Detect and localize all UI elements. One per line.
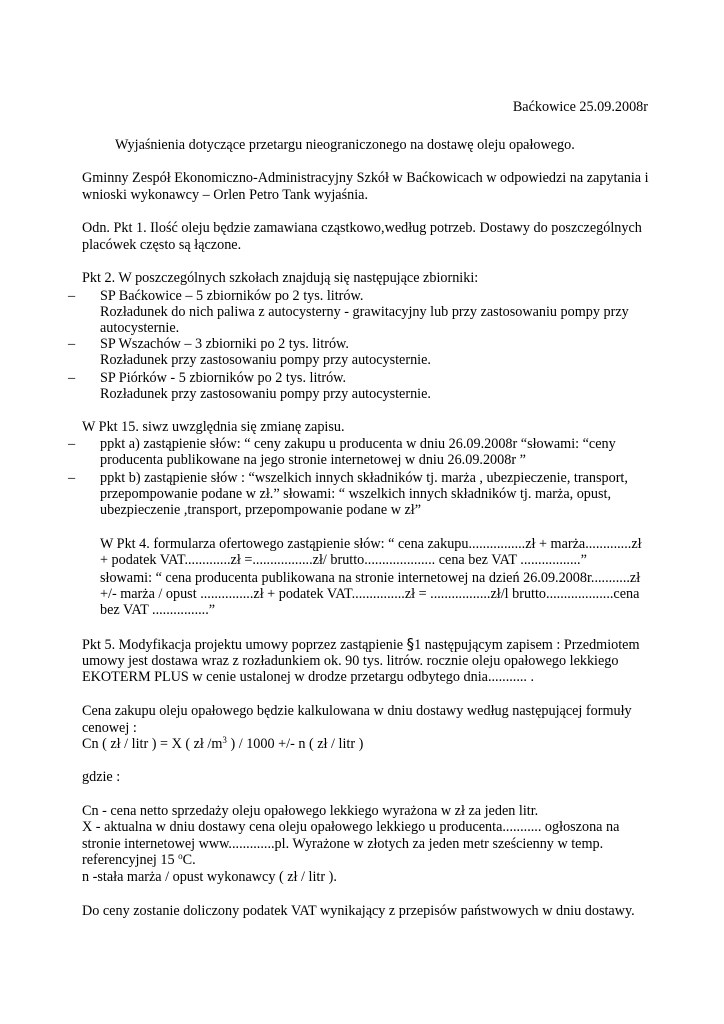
pkt15-item-a-line-1: ppkt a) zastąpienie słów: “ ceny zakupu u producenta w dniu 26.09.2008r “słowami: “ceny	[100, 436, 616, 452]
pkt4-line-3: słowami: “ cena producenta publikowana na stronie internetowej na dzień 26.09.2008r...........zł	[100, 570, 641, 586]
formula-superscript: 3	[222, 735, 227, 745]
pkt5-line-3: EKOTERM PLUS w cenie ustalonej w drodze przetargu odbytego dnia........... .	[82, 669, 535, 685]
def-x-line-1: X - aktualna w dniu dostawy cena oleju opałowego lekkiego u producenta........... ogłoszona na	[82, 819, 620, 835]
cena-line-2: cenowej :	[82, 720, 137, 736]
pkt2-item-1-line-1: SP Baćkowice – 5 zbiorników po 2 tys. litrów.	[100, 288, 364, 304]
list-bullet: –	[68, 336, 76, 352]
cena-line-1: Cena zakupu oleju opałowego będzie kalkulowana w dniu dostawy według następującej formuły	[82, 703, 632, 719]
pkt2-item-1-line-2: Rozładunek do nich paliwa z autocysterny - grawitacyjny lub przy zastosowaniu pompy przy	[100, 304, 629, 320]
def-x-line-2: stronie internetowej www.............pl. Wyrażone w złotych za jeden metr sześcienny w temp.	[82, 836, 604, 852]
pkt4-line-4: +/- marża / opust ...............zł + podatek VAT...............zł = .................zł/l brutto...................cena	[100, 586, 640, 602]
list-bullet: –	[68, 436, 76, 452]
pkt2-heading: Pkt 2. W poszczególnych szkołach znajdują się następujące zbiorniki:	[82, 270, 479, 286]
pkt15-heading: W Pkt 15. siwz uwzględnia się zmianę zapisu.	[82, 419, 345, 435]
pkt5-line-2: umowy jest dostawa wraz z rozładunkiem ok. 90 tys. litrów. rocznie oleju opałowego lekkiego	[82, 653, 619, 669]
document-title: Wyjaśnienia dotyczące przetargu nieograniczonego na dostawę oleju opałowego.	[115, 137, 575, 153]
def-cn: Cn - cena netto sprzedaży oleju opałowego lekkiego wyrażona w zł za jeden litr.	[82, 803, 539, 819]
intro-line-1: Gminny Zespół Ekonomiczno-Administracyjny Szkół w Baćkowicach w odpowiedzi na zapytania i	[82, 170, 649, 186]
list-bullet: –	[68, 470, 76, 486]
formula-text-before: Cn ( zł / litr ) = X ( zł /m	[82, 736, 223, 752]
pkt2-item-1-line-3: autocysternie.	[100, 320, 180, 336]
formula-text-after: ) / 1000 +/- n ( zł / litr )	[226, 736, 364, 752]
pkt1-line-2: placówek często są łączone.	[82, 237, 242, 253]
pkt2-item-3-line-2: Rozładunek przy zastosowaniu pompy przy autocysternie.	[100, 386, 431, 402]
section-sign: §	[406, 635, 415, 653]
pkt15-item-a-line-2: producenta publikowane na jego stronie internetowej w dniu 26.09.2008r ”	[100, 452, 526, 468]
pkt15-item-b-line-3: ubezpieczenie ,transport, przepompowanie podane w zł”	[100, 502, 422, 518]
pkt5-text-after: 1 następującym zapisem : Przedmiotem	[414, 637, 640, 653]
def-x-line-3	[82, 852, 196, 869]
final-note: Do ceny zostanie doliczony podatek VAT wynikający z przepisów państwowych w dniu dostawy.	[82, 903, 635, 919]
pkt15-item-b-line-2: przepompowanie podane w zł.” słowami: “ wszelkich innych składników tj. marża, opust,	[100, 486, 612, 502]
pkt4-line-1: W Pkt 4. formularza ofertowego zastąpienie słów: “ cena zakupu................zł + marża.............zł	[100, 536, 642, 552]
def-x-ref-before: referencyjnej 15	[82, 852, 179, 868]
pkt15-item-b-line-1: ppkt b) zastąpienie słów : “wszelkich innych składników tj. marża , ubezpieczenie, transport,	[100, 470, 628, 486]
list-bullet: –	[68, 288, 76, 304]
degree-superscript: o	[178, 851, 183, 861]
document-date: Baćkowice 25.09.2008r	[512, 99, 648, 115]
pkt5-text-before: Pkt 5. Modyfikacja projektu umowy poprzez zastąpienie	[82, 637, 407, 653]
list-bullet: –	[68, 370, 76, 386]
intro-line-2: wnioski wykonawcy – Orlen Petro Tank wyjaśnia.	[82, 187, 368, 203]
pkt4-line-5: bez VAT ................”	[100, 602, 216, 618]
price-formula	[82, 736, 363, 753]
def-n: n -stała marża / opust wykonawcy ( zł / litr ).	[82, 869, 337, 885]
pkt1-line-1: Odn. Pkt 1. Ilość oleju będzie zamawiana cząstkowo,według potrzeb. Dostawy do poszczególnych	[82, 220, 642, 236]
pkt2-item-2-line-1: SP Wszachów – 3 zbiorniki po 2 tys. litrów.	[100, 336, 349, 352]
def-x-ref-after: C.	[182, 852, 196, 868]
pkt4-line-2: + podatek VAT.............zł =.................zł/ brutto.................... cena bez VAT .................”	[100, 552, 587, 568]
gdzie-label: gdzie :	[82, 769, 121, 785]
pkt5-line-1	[82, 636, 640, 654]
pkt2-item-2-line-2: Rozładunek przy zastosowaniu pompy przy autocysternie.	[100, 352, 431, 368]
pkt2-item-3-line-1: SP Piórków - 5 zbiorników po 2 tys. litrów.	[100, 370, 347, 386]
